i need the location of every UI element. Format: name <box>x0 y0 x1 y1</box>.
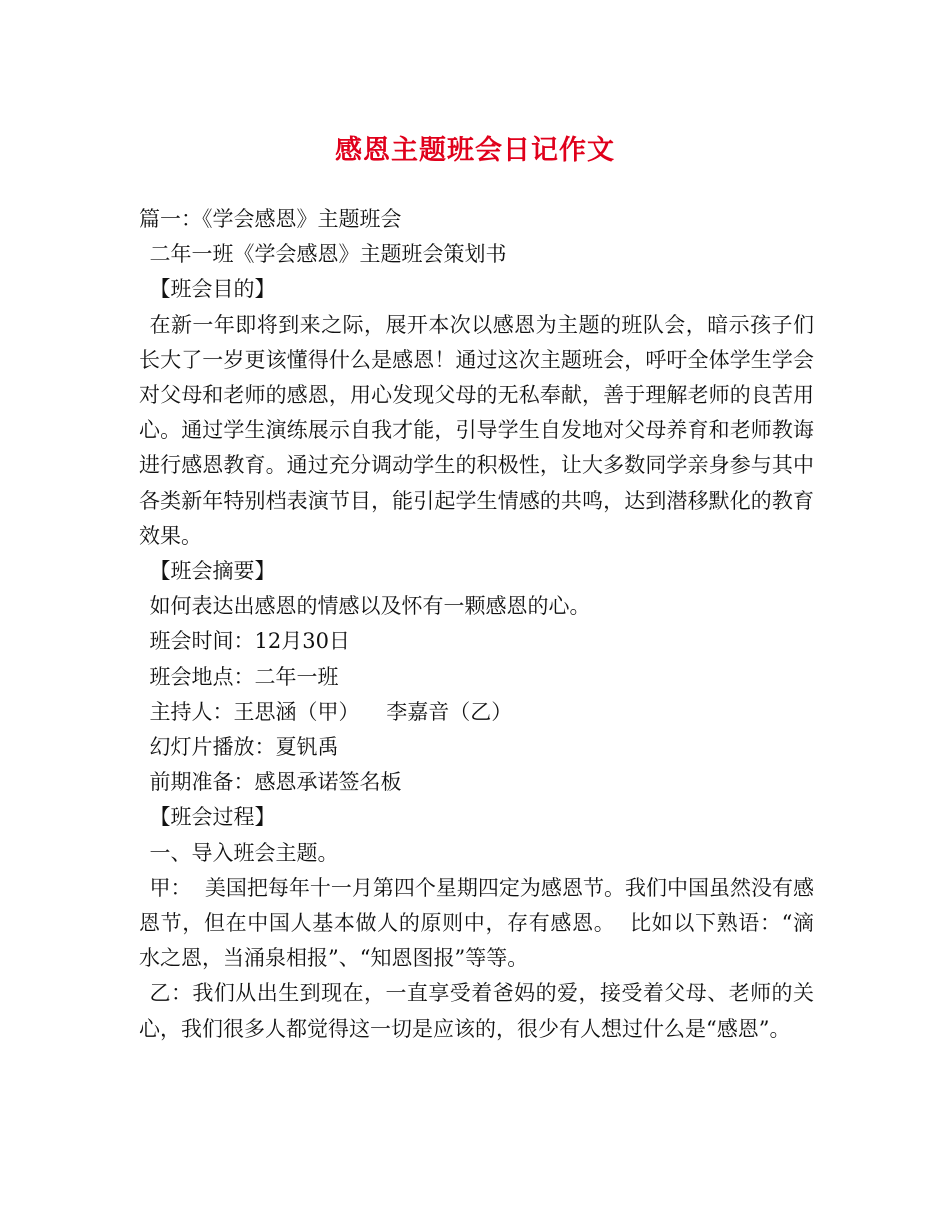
preparation-line: 前期准备：感恩承诺签名板 <box>149 770 402 795</box>
meeting-time-line: 班会时间：12月30日 <box>149 629 350 654</box>
purpose-paragraph: 在新一年即将到来之际，展开本次以感恩为主题的班队会，暗示孩子们长大了一岁更该懂得什么是感恩！通过这次主题班会，呼吁全体学生学会对父母和老师的感恩，用心发现父母的无私奉献，善于理解老师的良苦用心。通过学生演练展示自我才能，引导学生自发地对父母养育和老师教诲进行感恩教育。通过充分调动学生的积极性，让大多数同学亲身参与其中各类新年特别档表演节目，能引起学生情感的共鸣，达到潜移默化的教育效果。 <box>139 312 814 548</box>
summary-line: 如何表达出感恩的情感以及怀有一颗感恩的心。 <box>149 594 591 619</box>
host-a-paragraph: 甲： 美国把每年十一月第四个星期四定为感恩节。我们中国虽然没有感恩节，但在中国人基本做人的原则中，存有感恩。 比如以下熟语：“滴水之恩，当涌泉相报”、“知恩图报”等等。 <box>139 875 814 971</box>
slides-line: 幻灯片播放：夏钒禹 <box>149 735 339 760</box>
section-label-summary: 【班会摘要】 <box>149 559 276 584</box>
meeting-place-line: 班会地点：二年一班 <box>149 664 339 689</box>
hosts-line: 主持人：王思涵（甲） 李嘉音（乙） <box>149 699 513 724</box>
step-one-line: 一、导入班会主题。 <box>149 840 339 865</box>
section-label-purpose: 【班会目的】 <box>149 277 276 302</box>
section-label-process: 【班会过程】 <box>149 805 276 830</box>
section-heading: 篇一：《学会感恩》主题班会 <box>139 207 402 231</box>
document-title: 感恩主题班会日记作文 <box>335 135 615 166</box>
document-body <box>139 202 814 1047</box>
host-b-paragraph: 乙：我们从出生到现在，一直享受着爸妈的爱，接受着父母、老师的关心，我们很多人都觉得这一切是应该的，很少有人想过什么是“感恩”。 <box>139 981 814 1041</box>
subtitle-line: 二年一班《学会感恩》主题班会策划书 <box>149 242 507 267</box>
